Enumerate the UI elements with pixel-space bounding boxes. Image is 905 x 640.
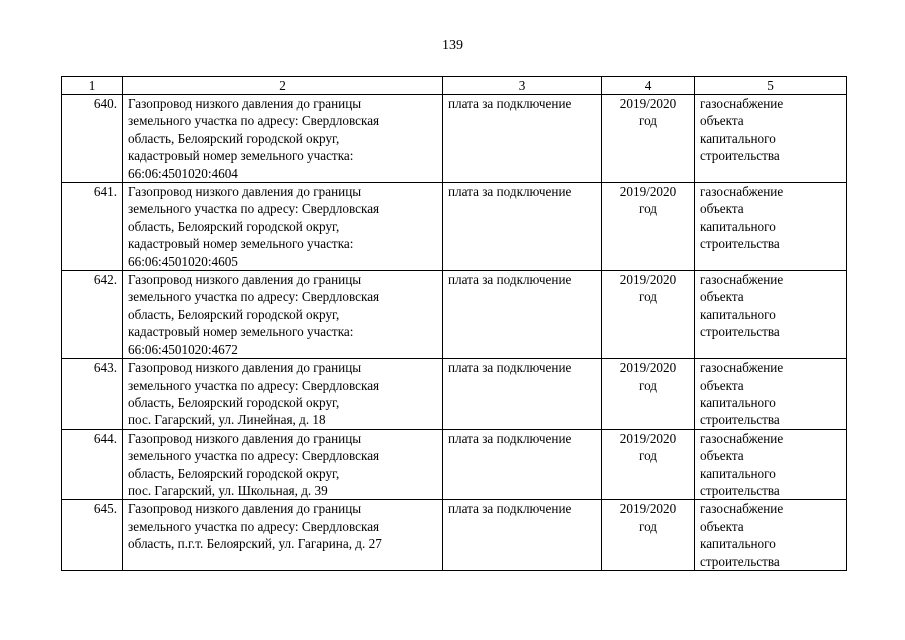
purpose-line: газоснабжение (700, 501, 784, 517)
table-row (62, 359, 847, 430)
period (602, 500, 695, 571)
row-number: 644. (62, 429, 123, 500)
purpose-line: объекта (700, 518, 744, 534)
object-description-line: земельного участка по адресу: Свердловская (128, 113, 380, 129)
object-description-line: земельного участка по адресу: Свердловская (128, 518, 380, 534)
purpose-line: строительства (700, 553, 780, 569)
purpose-line: объекта (700, 201, 744, 217)
column-number-5: 5 (695, 77, 847, 95)
purpose (695, 271, 847, 359)
object-description (123, 183, 443, 271)
period-line: 2019/2020 (619, 96, 677, 111)
fee-type: плата за подключение (443, 500, 602, 571)
object-description-line: Газопровод низкого давления до границы (128, 272, 362, 288)
purpose-line: строительства (700, 482, 780, 498)
object-description-line: 66:06:4501020:4605 (128, 253, 238, 269)
fee-type: плата за подключение (443, 271, 602, 359)
period (602, 95, 695, 183)
period-line: год (638, 377, 657, 393)
object-description (123, 500, 443, 571)
purpose-line: объекта (700, 377, 744, 393)
table-row (62, 271, 847, 359)
purpose (695, 183, 847, 271)
purpose-line: капитального (700, 394, 776, 410)
purpose-line: газоснабжение (700, 184, 784, 200)
object-description-line: область, п.г.т. Белоярский, ул. Гагарина, д. 27 (128, 536, 382, 552)
period-line: год (638, 518, 657, 534)
period-line: год (638, 113, 657, 129)
period-line: 2019/2020 (619, 184, 677, 200)
object-description-line: область, Белоярский городской округ, (128, 465, 340, 481)
object-description-line: пос. Гагарский, ул. Школьная, д. 39 (128, 482, 328, 498)
fee-type: плата за подключение (443, 95, 602, 183)
purpose (695, 95, 847, 183)
fee-type: плата за подключение (443, 429, 602, 500)
fee-type: плата за подключение (443, 359, 602, 430)
object-description-line: пос. Гагарский, ул. Линейная, д. 18 (128, 412, 326, 428)
object-description-line: область, Белоярский городской округ, (128, 218, 340, 234)
column-number-2: 2 (123, 77, 443, 95)
purpose-line: строительства (700, 324, 780, 340)
column-number-1: 1 (62, 77, 123, 95)
purpose-line: строительства (700, 412, 780, 428)
column-number-3: 3 (443, 77, 602, 95)
object-description-line: область, Белоярский городской округ, (128, 394, 340, 410)
row-number: 645. (62, 500, 123, 571)
column-number-row (62, 77, 847, 95)
period-line: 2019/2020 (619, 430, 677, 446)
purpose-line: объекта (700, 448, 744, 464)
object-description-line: Газопровод низкого давления до границы (128, 501, 362, 517)
object-description-line: кадастровый номер земельного участка: (128, 236, 354, 252)
object-description (123, 95, 443, 183)
purpose-line: газоснабжение (700, 430, 784, 446)
purpose-line: капитального (700, 130, 776, 146)
fee-type: плата за подключение (443, 183, 602, 271)
page-number: 139 (442, 38, 463, 53)
register-body (62, 95, 847, 571)
table-row (62, 183, 847, 271)
object-description-line: земельного участка по адресу: Свердловская (128, 377, 380, 393)
object-description-line: 66:06:4501020:4604 (128, 165, 238, 181)
object-description-line: Газопровод низкого давления до границы (128, 96, 362, 111)
object-description-line: 66:06:4501020:4672 (128, 341, 238, 357)
object-description-line: Газопровод низкого давления до границы (128, 430, 362, 446)
period (602, 359, 695, 430)
purpose-line: объекта (700, 113, 744, 129)
object-description-line: земельного участка по адресу: Свердловская (128, 289, 380, 305)
object-description-line: область, Белоярский городской округ, (128, 130, 340, 146)
object-description-line: земельного участка по адресу: Свердловская (128, 201, 380, 217)
register-table (61, 76, 847, 571)
period (602, 429, 695, 500)
object-description-line: Газопровод низкого давления до границы (128, 184, 362, 200)
purpose-line: капитального (700, 306, 776, 322)
period-line: 2019/2020 (619, 501, 677, 517)
row-number: 641. (62, 183, 123, 271)
object-description-line: область, Белоярский городской округ, (128, 306, 340, 322)
object-description (123, 359, 443, 430)
purpose-line: капитального (700, 218, 776, 234)
purpose (695, 500, 847, 571)
object-description-line: Газопровод низкого давления до границы (128, 360, 362, 376)
object-description (123, 271, 443, 359)
purpose-line: строительства (700, 148, 780, 164)
period-line: год (638, 448, 657, 464)
purpose-line: капитального (700, 465, 776, 481)
purpose-line: капитального (700, 536, 776, 552)
purpose-line: газоснабжение (700, 96, 784, 111)
column-number-4: 4 (602, 77, 695, 95)
purpose-line: строительства (700, 236, 780, 252)
table-row (62, 95, 847, 183)
period (602, 183, 695, 271)
period (602, 271, 695, 359)
purpose (695, 429, 847, 500)
object-description-line: земельного участка по адресу: Свердловская (128, 448, 380, 464)
period-line: 2019/2020 (619, 360, 677, 376)
period-line: 2019/2020 (619, 272, 677, 288)
purpose-line: газоснабжение (700, 272, 784, 288)
table-row (62, 429, 847, 500)
purpose-line: газоснабжение (700, 360, 784, 376)
object-description (123, 429, 443, 500)
row-number: 640. (62, 95, 123, 183)
row-number: 642. (62, 271, 123, 359)
purpose (695, 359, 847, 430)
row-number: 643. (62, 359, 123, 430)
object-description-line: кадастровый номер земельного участка: (128, 324, 354, 340)
period-line: год (638, 289, 657, 305)
object-description-line: кадастровый номер земельного участка: (128, 148, 354, 164)
purpose-line: объекта (700, 289, 744, 305)
table-row (62, 500, 847, 571)
period-line: год (638, 201, 657, 217)
